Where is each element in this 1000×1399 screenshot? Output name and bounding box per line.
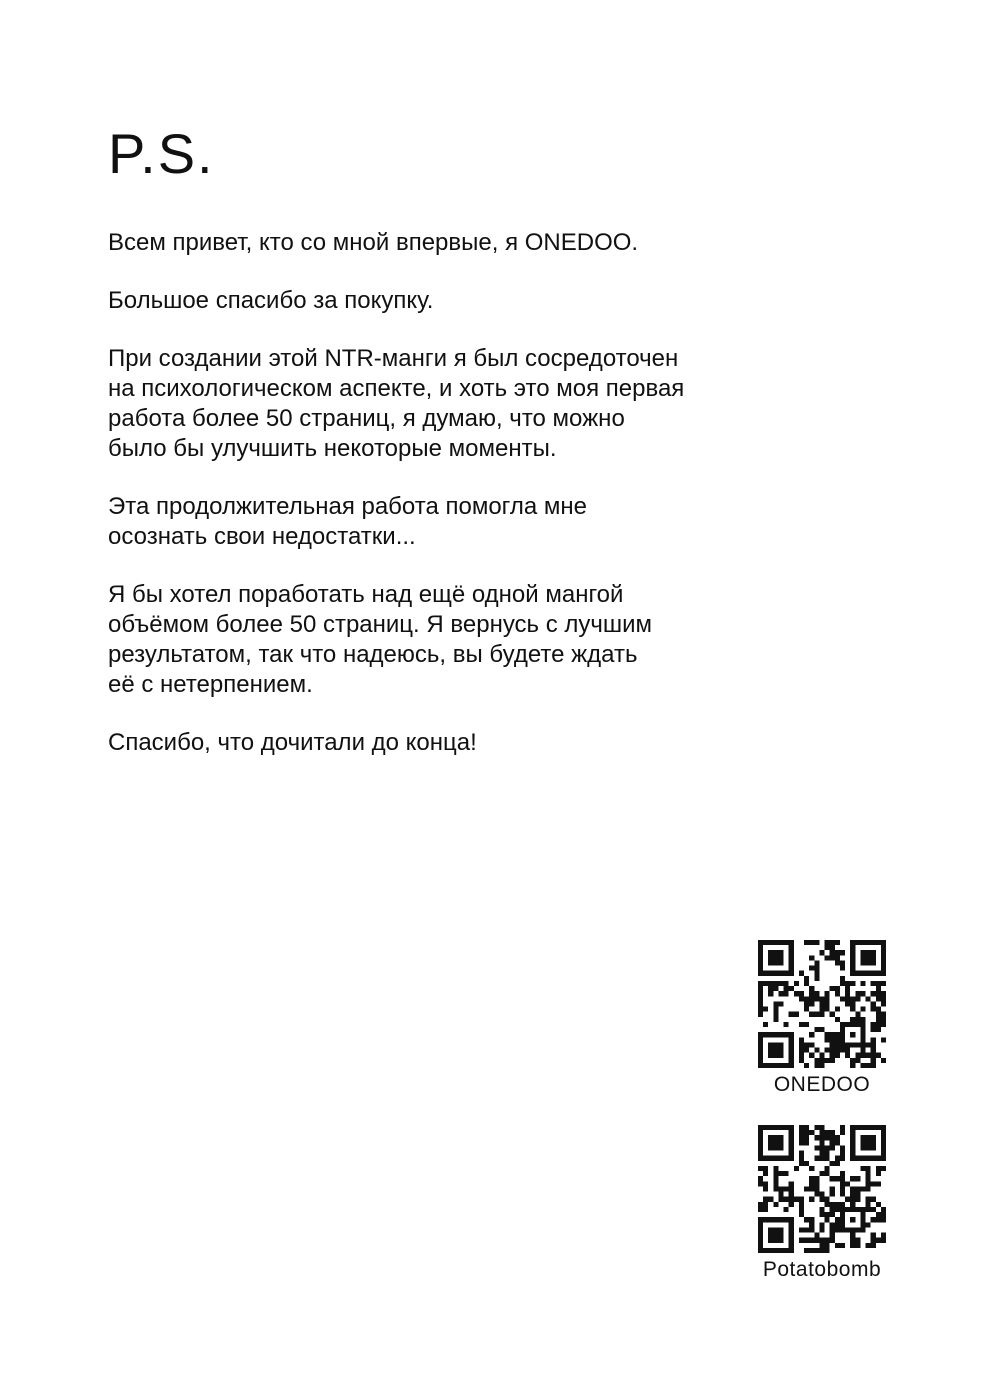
page-title: P.S. — [108, 122, 215, 185]
text-line: Всем привет, кто со мной впервые, я ONEDOO. — [108, 229, 639, 256]
text-line: на психологическом аспекте, и хоть это моя первая — [108, 375, 685, 402]
text-line: осознать свои недостатки... — [108, 523, 416, 550]
paragraph-reflection — [108, 492, 808, 552]
text-line: Спасибо, что дочитали до конца! — [108, 729, 477, 756]
qr-label: Potatobomb — [762, 1258, 882, 1281]
paragraph-focus — [108, 344, 808, 464]
paragraph-greeting — [108, 228, 808, 258]
text-line: её с нетерпением. — [108, 671, 313, 698]
text-line: При создании этой NTR-манги я был сосредоточен — [108, 345, 679, 372]
message-body — [108, 228, 808, 786]
qr-code-icon — [758, 940, 886, 1068]
paragraph-closing — [108, 728, 808, 758]
qr-label: ONEDOO — [773, 1073, 871, 1096]
qr-code-potatobomb — [758, 1125, 886, 1283]
text-line: было бы улучшить некоторые моменты. — [108, 435, 557, 462]
text-line: Эта продолжительная работа помогла мне — [108, 493, 588, 520]
text-line: объёмом более 50 страниц. Я вернусь с лучшим — [108, 611, 653, 638]
text-line: Я бы хотел поработать над ещё одной мангой — [108, 581, 624, 608]
text-line: работа более 50 страниц, я думаю, что можно — [108, 405, 625, 432]
text-line: Большое спасибо за покупку. — [108, 287, 434, 314]
qr-code-icon — [758, 1125, 886, 1253]
qr-code-onedoo — [758, 940, 886, 1098]
paragraph-thanks — [108, 286, 808, 316]
paragraph-future — [108, 580, 808, 700]
text-line: результатом, так что надеюсь, вы будете ждать — [108, 641, 638, 668]
